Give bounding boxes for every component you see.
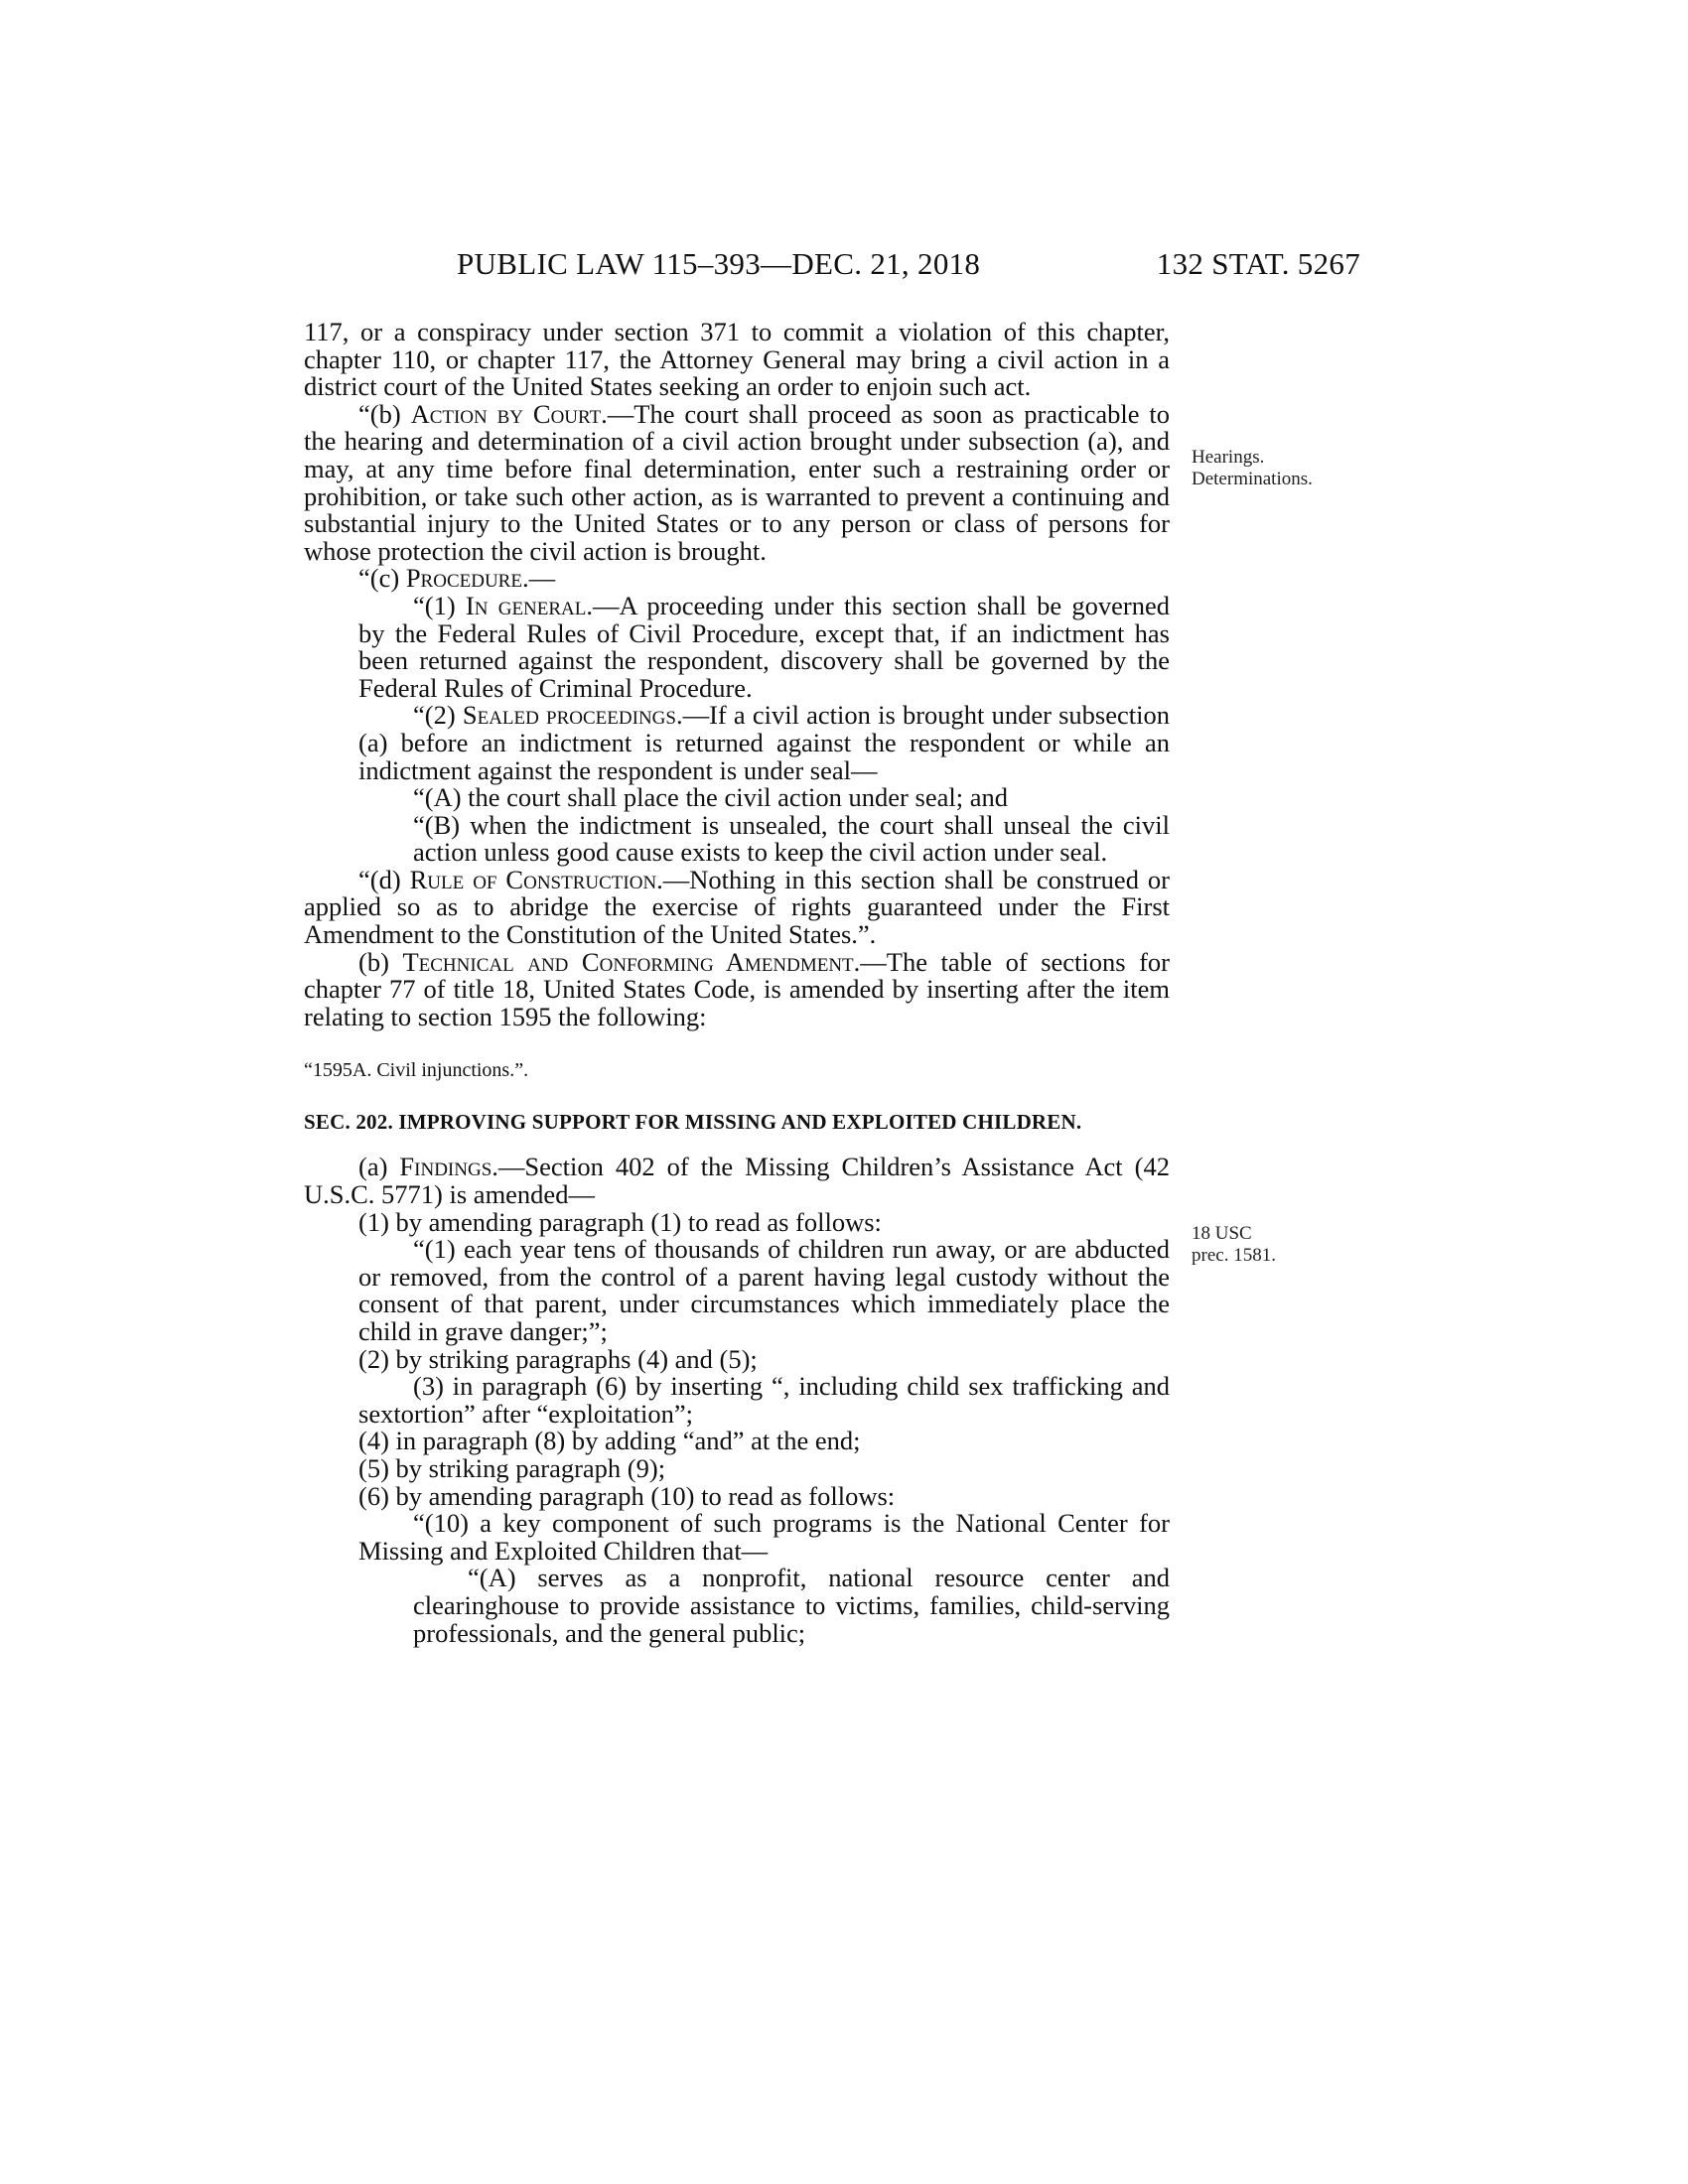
subsection-a-findings: (a) Findings.—Section 402 of the Missing Children’s Assistance Act (42 U.S.C. 5771) is amended— [304,1152,1170,1210]
amendment-item-3: (3) in paragraph (6) by inserting “, including child sex trafficking and sextortion” after “exploitation”; [358,1371,1170,1429]
margin-note-line: Hearings. [1192,447,1265,468]
subsection-d: “(d) Rule of Construction.—Nothing in this section shall be construed or applied so as to abridge the exercise of rights guaranteed under the First Amendment to the Constitution of the United States.”. [304,864,1170,950]
quoted-paragraph-1: “(1) each year tens of thousands of children run away, or are abducted or removed, from the control of a parent having legal custody without the consent of that parent, under circumstances which immediately place the child in grave danger;”; [358,1234,1170,1346]
stat-page-number: 132 STAT. 5267 [1156,246,1360,281]
document-body [304,319,1170,1647]
public-law-title: PUBLIC LAW 115–393—DEC. 21, 2018 [457,246,981,281]
section-heading [304,1108,1170,1136]
margin-note-line: 18 USC [1192,1223,1252,1244]
margin-note-hearings [1192,447,1313,490]
margin-note-line: Determinations. [1192,469,1313,489]
page-header [298,246,1360,286]
paragraph-heading: Sealed proceedings [462,700,676,731]
subsection-heading: Rule of Construction [409,864,657,894]
subparagraph-a: “(A) the court shall place the civil action under seal; and [413,782,1008,813]
subsection-heading: Action by Court [410,398,602,429]
margin-note-usc [1192,1223,1276,1267]
amendment-item-6: (6) by amending paragraph (10) to read as follows: [358,1480,896,1511]
paragraph-c2: “(2) Sealed proceedings.—If a civil action is brought under subsection (a) before an indictment is returned against the respondent or while an indictment against the respondent is under seal— [358,700,1170,785]
paragraph-heading: In general [465,590,587,620]
subsection-c: “(c) Procedure.— [358,563,556,594]
paragraph-continuation: 117, or a conspiracy under section 371 to commit a violation of this chapter, chapter 110, or chapter 117, the Attorney General may bring a civil action in a district court of the United States seeking an order to enjoin such act. [304,317,1170,402]
subsection-b: “(b) Action by Court.—The court shall proceed as soon as practicable to the hearing and determination of a civil action brought under subsection (a), and may, at any time before final determination, enter such a restraining order or prohibition, or take such other action, as is warranted to prevent a continuing and substantial injury to the United States or to any person or class of persons for whose protection the civil action is brought. [304,398,1170,566]
amendment-item-4: (4) in paragraph (8) by adding “and” at the end; [358,1426,861,1456]
quoted-paragraph-10: “(10) a key component of such programs is the National Center for Missing and Exploited Children that— [358,1508,1170,1566]
section-number: SEC. 202. [304,1110,393,1135]
amendment-item-5: (5) by striking paragraph (9); [358,1452,666,1483]
quoted-subparagraph-a: “(A) serves as a nonprofit, national resource center and clearinghouse to provide assistance to victims, families, child-serving professionals, and the general public; [413,1563,1170,1648]
margin-note-line: prec. 1581. [1192,1245,1276,1266]
subsection-heading: Procedure [405,563,522,594]
subsection-heading: Findings [399,1152,492,1182]
subparagraph-b: “(B) when the indictment is unsealed, the court shall unseal the civil action unless good cause exists to keep the civil action under seal. [413,809,1170,868]
amendment-heading: Technical and Conforming Amendment [402,946,854,977]
amendment-item-1: (1) by amending paragraph (1) to read as follows: [358,1206,882,1237]
section-title: IMPROVING SUPPORT FOR MISSING AND EXPLOITED CHILDREN. [398,1110,1082,1135]
amendment-item-2: (2) by striking paragraphs (4) and (5); [358,1343,758,1374]
paragraph-c1: “(1) In general.—A proceeding under this section shall be governed by the Federal Rules of Civil Procedure, except that, if an indictment has been returned against the respondent, discovery shall be governed by the Federal Rules of Criminal Procedure. [358,590,1170,703]
technical-amendment: (b) Technical and Conforming Amendment.—The table of sections for chapter 77 of title 18, United States Code, is amended by inserting after the item relating to section 1595 the following: [304,946,1171,1031]
table-of-sections-item: “1595A. Civil injunctions.”. [304,1059,529,1082]
